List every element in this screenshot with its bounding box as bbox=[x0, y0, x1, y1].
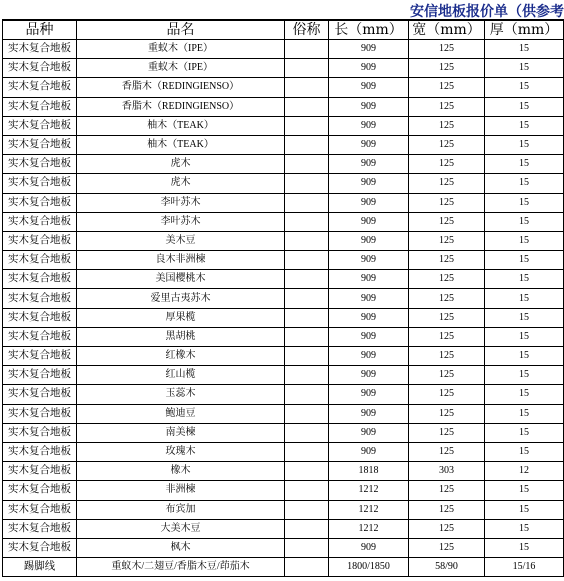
cell-name: 香脂木（REDINGIENSO） bbox=[77, 78, 285, 97]
cell-name: 重蚁木/二翅豆/香脂木豆/茚茄木 bbox=[77, 558, 285, 577]
cell-width: 125 bbox=[409, 500, 485, 519]
cell-type: 实木复合地板 bbox=[3, 155, 77, 174]
cell-alias bbox=[285, 500, 329, 519]
cell-alias bbox=[285, 404, 329, 423]
cell-width: 125 bbox=[409, 366, 485, 385]
cell-width: 125 bbox=[409, 97, 485, 116]
cell-thickness: 15 bbox=[485, 40, 564, 59]
cell-name: 红橡木 bbox=[77, 347, 285, 366]
cell-name: 重蚁木（IPE） bbox=[77, 59, 285, 78]
cell-name: 玉蕊木 bbox=[77, 385, 285, 404]
cell-length: 909 bbox=[329, 308, 409, 327]
cell-length: 909 bbox=[329, 155, 409, 174]
cell-width: 125 bbox=[409, 404, 485, 423]
cell-alias bbox=[285, 423, 329, 442]
cell-length: 1212 bbox=[329, 519, 409, 538]
cell-name: 厚果榄 bbox=[77, 308, 285, 327]
sheet-title: 安信地板报价单（供参考 bbox=[410, 4, 564, 20]
cell-type: 实木复合地板 bbox=[3, 251, 77, 270]
cell-width: 303 bbox=[409, 462, 485, 481]
cell-width: 125 bbox=[409, 442, 485, 461]
cell-alias bbox=[285, 519, 329, 538]
cell-thickness: 15 bbox=[485, 155, 564, 174]
cell-name: 大美木豆 bbox=[77, 519, 285, 538]
cell-width: 58/90 bbox=[409, 558, 485, 577]
table-row bbox=[3, 212, 564, 231]
cell-alias bbox=[285, 174, 329, 193]
cell-thickness: 15/16 bbox=[485, 558, 564, 577]
cell-width: 125 bbox=[409, 423, 485, 442]
cell-thickness: 15 bbox=[485, 251, 564, 270]
cell-name: 柚木（TEAK） bbox=[77, 135, 285, 154]
cell-length: 1212 bbox=[329, 481, 409, 500]
cell-alias bbox=[285, 442, 329, 461]
cell-thickness: 15 bbox=[485, 78, 564, 97]
table-row bbox=[3, 347, 564, 366]
cell-type: 实木复合地板 bbox=[3, 404, 77, 423]
col-header-width: 宽（mm） bbox=[409, 21, 485, 40]
cell-alias bbox=[285, 155, 329, 174]
cell-alias bbox=[285, 289, 329, 308]
cell-width: 125 bbox=[409, 78, 485, 97]
cell-alias bbox=[285, 116, 329, 135]
cell-width: 125 bbox=[409, 135, 485, 154]
cell-width: 125 bbox=[409, 289, 485, 308]
table-row bbox=[3, 558, 564, 577]
cell-type: 实木复合地板 bbox=[3, 423, 77, 442]
col-header-thickness: 厚（mm） bbox=[485, 21, 564, 40]
cell-thickness: 15 bbox=[485, 481, 564, 500]
cell-length: 909 bbox=[329, 347, 409, 366]
cell-name: 柚木（TEAK） bbox=[77, 116, 285, 135]
cell-length: 909 bbox=[329, 78, 409, 97]
cell-thickness: 15 bbox=[485, 116, 564, 135]
cell-alias bbox=[285, 40, 329, 59]
cell-length: 909 bbox=[329, 135, 409, 154]
cell-length: 909 bbox=[329, 327, 409, 346]
cell-alias bbox=[285, 366, 329, 385]
cell-type: 实木复合地板 bbox=[3, 78, 77, 97]
cell-thickness: 15 bbox=[485, 442, 564, 461]
table-row bbox=[3, 481, 564, 500]
cell-width: 125 bbox=[409, 519, 485, 538]
cell-name: 良木非洲楝 bbox=[77, 251, 285, 270]
table-row bbox=[3, 270, 564, 289]
cell-alias bbox=[285, 135, 329, 154]
cell-length: 909 bbox=[329, 442, 409, 461]
cell-name: 黑胡桃 bbox=[77, 327, 285, 346]
cell-name: 橡木 bbox=[77, 462, 285, 481]
cell-type: 实木复合地板 bbox=[3, 116, 77, 135]
cell-type: 实木复合地板 bbox=[3, 97, 77, 116]
table-row bbox=[3, 155, 564, 174]
cell-name: 南美楝 bbox=[77, 423, 285, 442]
cell-alias bbox=[285, 78, 329, 97]
cell-alias bbox=[285, 212, 329, 231]
cell-type: 实木复合地板 bbox=[3, 193, 77, 212]
cell-thickness: 15 bbox=[485, 423, 564, 442]
cell-alias bbox=[285, 481, 329, 500]
cell-type: 实木复合地板 bbox=[3, 59, 77, 78]
table-row bbox=[3, 385, 564, 404]
cell-name: 虎木 bbox=[77, 174, 285, 193]
cell-thickness: 15 bbox=[485, 174, 564, 193]
cell-type: 实木复合地板 bbox=[3, 442, 77, 461]
cell-name: 李叶苏木 bbox=[77, 212, 285, 231]
table-row bbox=[3, 327, 564, 346]
cell-alias bbox=[285, 251, 329, 270]
title-row bbox=[2, 0, 564, 20]
cell-alias bbox=[285, 327, 329, 346]
cell-name: 玫瑰木 bbox=[77, 442, 285, 461]
cell-thickness: 15 bbox=[485, 308, 564, 327]
cell-length: 909 bbox=[329, 231, 409, 250]
table-row bbox=[3, 40, 564, 59]
cell-thickness: 12 bbox=[485, 462, 564, 481]
cell-type: 踢脚线 bbox=[3, 558, 77, 577]
cell-length: 909 bbox=[329, 116, 409, 135]
table-row bbox=[3, 289, 564, 308]
price-table bbox=[2, 20, 564, 577]
cell-length: 909 bbox=[329, 251, 409, 270]
cell-thickness: 15 bbox=[485, 193, 564, 212]
cell-length: 909 bbox=[329, 423, 409, 442]
cell-name: 虎木 bbox=[77, 155, 285, 174]
cell-width: 125 bbox=[409, 174, 485, 193]
cell-thickness: 15 bbox=[485, 327, 564, 346]
cell-alias bbox=[285, 193, 329, 212]
cell-name: 美木豆 bbox=[77, 231, 285, 250]
table-row bbox=[3, 251, 564, 270]
cell-alias bbox=[285, 558, 329, 577]
cell-alias bbox=[285, 97, 329, 116]
table-row bbox=[3, 500, 564, 519]
cell-type: 实木复合地板 bbox=[3, 347, 77, 366]
cell-thickness: 15 bbox=[485, 404, 564, 423]
cell-thickness: 15 bbox=[485, 347, 564, 366]
cell-width: 125 bbox=[409, 385, 485, 404]
cell-width: 125 bbox=[409, 231, 485, 250]
table-row bbox=[3, 308, 564, 327]
cell-type: 实木复合地板 bbox=[3, 231, 77, 250]
cell-type: 实木复合地板 bbox=[3, 40, 77, 59]
cell-length: 909 bbox=[329, 385, 409, 404]
cell-width: 125 bbox=[409, 193, 485, 212]
cell-type: 实木复合地板 bbox=[3, 519, 77, 538]
cell-length: 909 bbox=[329, 40, 409, 59]
cell-thickness: 15 bbox=[485, 59, 564, 78]
cell-width: 125 bbox=[409, 155, 485, 174]
cell-alias bbox=[285, 538, 329, 557]
cell-width: 125 bbox=[409, 538, 485, 557]
table-row bbox=[3, 59, 564, 78]
cell-length: 909 bbox=[329, 270, 409, 289]
cell-length: 1800/1850 bbox=[329, 558, 409, 577]
cell-type: 实木复合地板 bbox=[3, 385, 77, 404]
cell-alias bbox=[285, 59, 329, 78]
cell-thickness: 15 bbox=[485, 519, 564, 538]
cell-length: 909 bbox=[329, 538, 409, 557]
cell-length: 909 bbox=[329, 404, 409, 423]
cell-name: 美国樱桃木 bbox=[77, 270, 285, 289]
cell-name: 非洲楝 bbox=[77, 481, 285, 500]
cell-length: 909 bbox=[329, 289, 409, 308]
cell-thickness: 15 bbox=[485, 289, 564, 308]
col-header-length: 长（mm） bbox=[329, 21, 409, 40]
table-body bbox=[3, 40, 564, 577]
cell-thickness: 15 bbox=[485, 500, 564, 519]
cell-alias bbox=[285, 462, 329, 481]
cell-thickness: 15 bbox=[485, 212, 564, 231]
cell-width: 125 bbox=[409, 481, 485, 500]
cell-type: 实木复合地板 bbox=[3, 135, 77, 154]
cell-thickness: 15 bbox=[485, 270, 564, 289]
cell-width: 125 bbox=[409, 116, 485, 135]
table-row bbox=[3, 174, 564, 193]
col-header-name: 品名 bbox=[77, 21, 285, 40]
cell-length: 909 bbox=[329, 97, 409, 116]
table-row bbox=[3, 423, 564, 442]
cell-width: 125 bbox=[409, 270, 485, 289]
cell-name: 鲍迪豆 bbox=[77, 404, 285, 423]
cell-alias bbox=[285, 385, 329, 404]
cell-thickness: 15 bbox=[485, 231, 564, 250]
cell-alias bbox=[285, 347, 329, 366]
cell-name: 爱里古夷苏木 bbox=[77, 289, 285, 308]
cell-type: 实木复合地板 bbox=[3, 308, 77, 327]
table-row bbox=[3, 78, 564, 97]
cell-alias bbox=[285, 231, 329, 250]
table-row bbox=[3, 135, 564, 154]
cell-width: 125 bbox=[409, 59, 485, 78]
col-header-type: 品种 bbox=[3, 21, 77, 40]
col-header-alias: 俗称 bbox=[285, 21, 329, 40]
table-row bbox=[3, 193, 564, 212]
cell-width: 125 bbox=[409, 212, 485, 231]
cell-width: 125 bbox=[409, 347, 485, 366]
cell-type: 实木复合地板 bbox=[3, 174, 77, 193]
cell-name: 红山榄 bbox=[77, 366, 285, 385]
cell-name: 重蚁木（IPE） bbox=[77, 40, 285, 59]
cell-length: 1212 bbox=[329, 500, 409, 519]
cell-thickness: 15 bbox=[485, 385, 564, 404]
cell-name: 香脂木（REDINGIENSO） bbox=[77, 97, 285, 116]
table-row bbox=[3, 442, 564, 461]
cell-type: 实木复合地板 bbox=[3, 500, 77, 519]
cell-type: 实木复合地板 bbox=[3, 538, 77, 557]
cell-type: 实木复合地板 bbox=[3, 212, 77, 231]
table-row bbox=[3, 116, 564, 135]
cell-length: 909 bbox=[329, 212, 409, 231]
cell-name: 枫木 bbox=[77, 538, 285, 557]
cell-type: 实木复合地板 bbox=[3, 366, 77, 385]
cell-length: 909 bbox=[329, 59, 409, 78]
cell-name: 布宾加 bbox=[77, 500, 285, 519]
table-row bbox=[3, 97, 564, 116]
cell-type: 实木复合地板 bbox=[3, 462, 77, 481]
cell-width: 125 bbox=[409, 327, 485, 346]
table-row bbox=[3, 462, 564, 481]
table-row bbox=[3, 519, 564, 538]
table-row bbox=[3, 538, 564, 557]
cell-type: 实木复合地板 bbox=[3, 481, 77, 500]
cell-width: 125 bbox=[409, 251, 485, 270]
cell-alias bbox=[285, 308, 329, 327]
cell-width: 125 bbox=[409, 40, 485, 59]
table-row bbox=[3, 366, 564, 385]
table-row bbox=[3, 231, 564, 250]
cell-type: 实木复合地板 bbox=[3, 270, 77, 289]
cell-length: 909 bbox=[329, 366, 409, 385]
cell-length: 909 bbox=[329, 193, 409, 212]
cell-type: 实木复合地板 bbox=[3, 327, 77, 346]
cell-length: 909 bbox=[329, 174, 409, 193]
cell-name: 李叶苏木 bbox=[77, 193, 285, 212]
table-row bbox=[3, 404, 564, 423]
cell-thickness: 15 bbox=[485, 97, 564, 116]
cell-thickness: 15 bbox=[485, 538, 564, 557]
cell-width: 125 bbox=[409, 308, 485, 327]
cell-length: 1818 bbox=[329, 462, 409, 481]
cell-thickness: 15 bbox=[485, 135, 564, 154]
cell-type: 实木复合地板 bbox=[3, 289, 77, 308]
header-row bbox=[3, 21, 564, 40]
cell-thickness: 15 bbox=[485, 366, 564, 385]
cell-alias bbox=[285, 270, 329, 289]
